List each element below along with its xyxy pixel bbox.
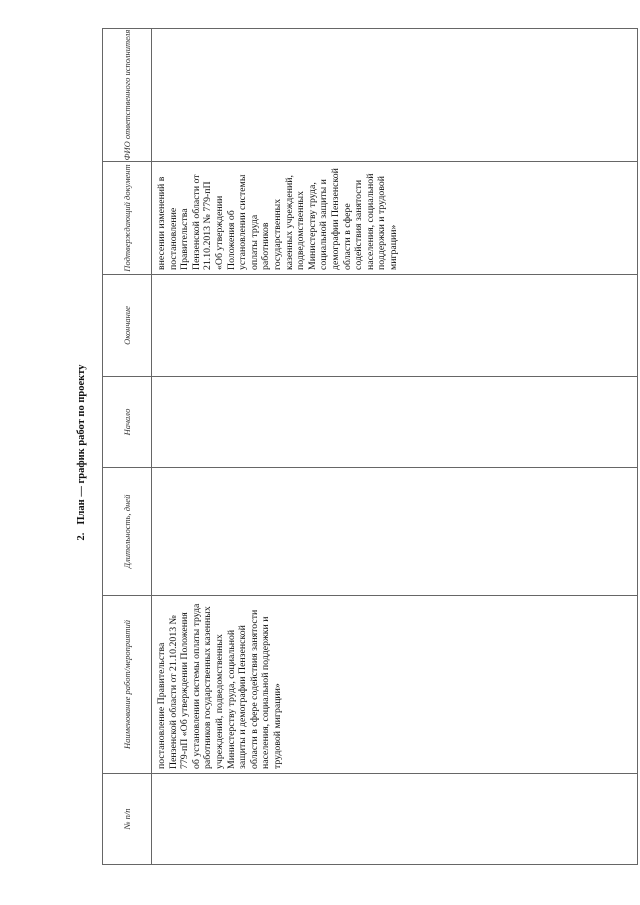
cell-document — [152, 162, 638, 275]
section-heading — [75, 0, 89, 905]
cell-end — [152, 275, 638, 377]
table-header-row — [103, 29, 152, 865]
column-header-responsible: ФИО ответственного исполнителя — [103, 29, 152, 162]
column-header-duration: Длительность, дней — [103, 468, 152, 596]
section-title: План — график работ по проекту — [76, 364, 87, 525]
column-header-document: Подтверждающий документ — [103, 162, 152, 275]
work-schedule-table — [102, 28, 638, 865]
column-header-end: Окончание — [103, 275, 152, 377]
column-header-name: Наименование работ/мероприятий — [103, 596, 152, 774]
cell-number — [152, 774, 638, 865]
cell-document-text: внесении изменений в постановление Правительства Пензенской области от 21.10.2013 № 779-пП «Об утверждении Положения об установлении системы оплаты труда работников государственных казенных учреждений, подведомственных Министерству труда, социальной защиты и демографии Пензенской области в сфере содействия занятости населения, социальной поддержки и трудовой миграции» — [156, 168, 399, 270]
cell-duration — [152, 468, 638, 596]
cell-name-text: постановление Правительства Пензенской области от 21.10.2013 № 779-пП «Об утверждении Положения об установлении системы оплаты труда работников государственных казенных учреждений, подведомственных Министерству труда, социальной защиты и демографии Пензенской области в сфере содействия занятости населения, социальной поддержки и трудовой миграции» — [156, 603, 283, 769]
column-header-number: № п/п — [103, 774, 152, 865]
section-number: 2. — [76, 532, 87, 541]
cell-name — [152, 596, 638, 774]
cell-responsible — [152, 29, 638, 162]
column-header-start: Начало — [103, 377, 152, 468]
table-row — [152, 29, 638, 865]
cell-start — [152, 377, 638, 468]
